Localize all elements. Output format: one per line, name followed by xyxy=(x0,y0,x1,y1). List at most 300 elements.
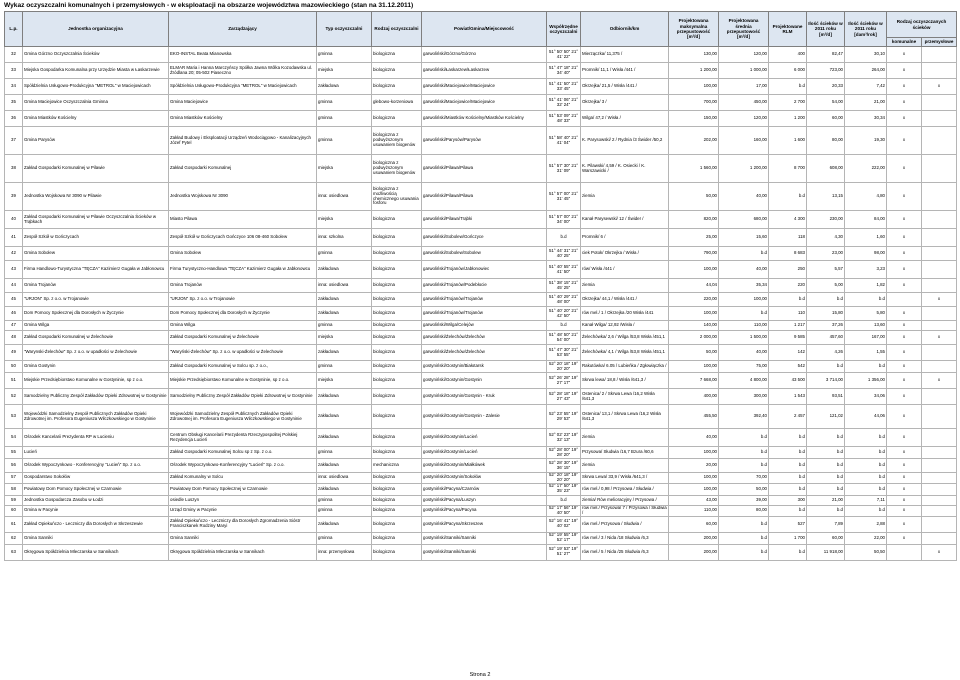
header-zarzadzajacy: Zarządzający xyxy=(169,12,317,47)
row-przemyslowe xyxy=(922,532,957,544)
row-odbiornik: K. Pilawski/ 4,59 / K. Osiecki / K. Warszawicki / xyxy=(581,155,669,183)
row-proj-max: 220,00 xyxy=(669,293,719,307)
row-wspolrzedne: 52° 23' 55" 19° 29' 53" xyxy=(547,405,581,429)
row-powiat: gostyniński/Gostynin/Białotarsk xyxy=(422,361,547,373)
row-typ: inna: przemysłowa xyxy=(317,544,372,560)
row-proj-sr: 35,34 xyxy=(719,279,769,293)
table-row xyxy=(5,405,957,429)
row-powiat: gostyniński/Gostynin/Gostynin - Kruk xyxy=(422,389,547,405)
row-scieki: 3 714,00 xyxy=(807,373,845,389)
row-jednostka: Samodzielny Publiczny Zespół Zakładów Opieki Zdrowotnej w Gostyninie xyxy=(23,389,169,405)
row-scieki-dam: 13,60 xyxy=(845,321,887,331)
row-komunalne: x xyxy=(887,331,922,345)
row-przemyslowe xyxy=(922,495,957,505)
row-przemyslowe xyxy=(922,211,957,229)
row-odbiornik: ciek Potok/ Okrzejka / Wisła / xyxy=(581,247,669,261)
row-powiat: gostyniński/Sanniki/Sanniki xyxy=(422,532,547,544)
table-row xyxy=(5,229,957,247)
row-proj-max: 43,00 xyxy=(669,495,719,505)
row-lp: 46 xyxy=(5,307,23,321)
row-proj-sr: 70,00 xyxy=(719,473,769,484)
row-zarzadzajacy: Wojewódzki Samodzielny Zespół Publicznych Zakładów Opieki Zdrowotnej im. Profesora Eugeniusza Wilczkowskiego w Gostyninie xyxy=(169,405,317,429)
row-proj-sr: 680,00 xyxy=(719,211,769,229)
row-przemyslowe xyxy=(922,516,957,532)
row-scieki-dam: 7,42 xyxy=(845,79,887,95)
row-scieki-dam: 50,50 xyxy=(845,544,887,560)
row-typ: inna: osiedlowa xyxy=(317,183,372,211)
row-wspolrzedne: 51° 40' 29" 21° 48' 00" xyxy=(547,293,581,307)
table-row xyxy=(5,345,957,361)
table-row xyxy=(5,331,957,345)
row-lp: 63 xyxy=(5,544,23,560)
row-jednostka: Miejskie Przedsiębiorstwo Komunalne w Gostyninie, sp z o.o. xyxy=(23,373,169,389)
row-zarzadzajacy: "URJON" Sp. z o.o. w Trojanowie xyxy=(169,293,317,307)
row-lp: 44 xyxy=(5,279,23,293)
row-jednostka: Zakład Gospodarki Komunalnej w Pilawie Oczyszczalnia Ścieków w Trąbkach xyxy=(23,211,169,229)
row-powiat: garwoliński/Żelechów/Żelechów xyxy=(422,345,547,361)
row-wspolrzedne: b.d xyxy=(547,229,581,247)
row-powiat: gostyniński/Gostynin/Gostynin - Zalesie xyxy=(422,405,547,429)
row-rodzaj: biologiczna xyxy=(372,345,422,361)
row-rodzaj: biologiczna xyxy=(372,261,422,279)
row-proj-sr: 450,00 xyxy=(719,95,769,111)
row-proj-max: 202,00 xyxy=(669,127,719,155)
row-typ: zakładowa xyxy=(317,459,372,473)
row-scieki: 93,51 xyxy=(807,389,845,405)
row-scieki-dam: 34,06 xyxy=(845,389,887,405)
row-jednostka: Gmina Wilga xyxy=(23,321,169,331)
row-typ: miejska xyxy=(317,63,372,79)
row-zarzadzajacy: "Waryński-Żelechów" Sp. z o.o. w upadłości w Żelechowie xyxy=(169,345,317,361)
row-proj-sr: 4 800,00 xyxy=(719,373,769,389)
row-przemyslowe xyxy=(922,307,957,321)
row-rodzaj: biologiczna xyxy=(372,63,422,79)
row-rlm: 300 xyxy=(769,495,807,505)
row-zarzadzajacy: Gmina Trojanów xyxy=(169,279,317,293)
row-odbiornik: ziemia/ Rów melioracyjny / Przysowa / xyxy=(581,495,669,505)
row-proj-max: 100,00 xyxy=(669,361,719,373)
row-zarzadzajacy: osiedle Luszyn xyxy=(169,495,317,505)
row-proj-max: 130,00 xyxy=(669,47,719,63)
row-rodzaj: glebowo-korzeniowa xyxy=(372,95,422,111)
row-jednostka: Gmina Miastków Kościelny xyxy=(23,111,169,127)
row-rodzaj: biologiczna xyxy=(372,229,422,247)
row-powiat: garwoliński/Żelechów/Żelechów xyxy=(422,331,547,345)
row-zarzadzajacy: ELMAR Maria i Hanna Marczyńscy Spółka Jawna Wólka Kozodawska ul. Źródlana 20; 05-502 Piaseczno xyxy=(169,63,317,79)
row-wspolrzedne: 51° 57' 00" 21° 31' 45" xyxy=(547,183,581,211)
row-zarzadzajacy: Spółdzielnia Usługowo-Produkcyjna "METROL" w Maciejowicach xyxy=(169,79,317,95)
row-lp: 32 xyxy=(5,47,23,63)
row-proj-sr: 300,00 xyxy=(719,389,769,405)
row-zarzadzajacy: Powiatowy Dom Pomocy Społecznej w Czarnowie xyxy=(169,483,317,495)
row-scieki-dam: 30,34 xyxy=(845,111,887,127)
row-odbiornik: Kanał Wilga/ 12,92 /Wisła / xyxy=(581,321,669,331)
row-przemyslowe xyxy=(922,389,957,405)
row-scieki-dam: 1,82 xyxy=(845,279,887,293)
header-przemyslowe: przemysłowe xyxy=(922,38,957,47)
row-scieki: 230,00 xyxy=(807,211,845,229)
row-scieki-dam: 7,11 xyxy=(845,495,887,505)
row-typ: zakładowa xyxy=(317,261,372,279)
row-typ: zakładowa xyxy=(317,405,372,429)
row-rlm: 118 xyxy=(769,229,807,247)
row-przemyslowe xyxy=(922,155,957,183)
row-rlm: b.d xyxy=(769,447,807,459)
row-rodzaj: biologiczna xyxy=(372,544,422,560)
row-odbiornik: Mierzączka/ 11,375 / xyxy=(581,47,669,63)
table-row xyxy=(5,373,957,389)
row-rlm: 1 700 xyxy=(769,532,807,544)
row-jednostka: Gmina Parysów xyxy=(23,127,169,155)
table-row xyxy=(5,495,957,505)
row-przemyslowe xyxy=(922,229,957,247)
row-typ: gminna xyxy=(317,495,372,505)
row-jednostka: Gmina Sanniki xyxy=(23,532,169,544)
row-typ: inna: osiedlowa xyxy=(317,279,372,293)
row-typ: zakładowa xyxy=(317,429,372,447)
row-typ: gminna xyxy=(317,111,372,127)
row-scieki-dam: 44,06 xyxy=(845,405,887,429)
row-rodzaj: biologiczna xyxy=(372,405,422,429)
row-komunalne: x xyxy=(887,279,922,293)
row-rodzaj: biologiczna xyxy=(372,79,422,95)
row-odbiornik: rów mel./ 0,98 / Przysowa / Słudwia / xyxy=(581,483,669,495)
row-wspolrzedne: b.d xyxy=(547,495,581,505)
row-proj-max: 1 200,00 xyxy=(669,63,719,79)
row-zarzadzajacy: EKO-INSTAL Beata Mianowska xyxy=(169,47,317,63)
row-jednostka: Okręgowa Spółdzielnia Mleczarska w Sannikach xyxy=(23,544,169,560)
row-zarzadzajacy: Zakład Opiekuńczo - Leczniczy dla Dorosłych Zgromadzenia Sióstr Franciszkanek Rodziny Maryi xyxy=(169,516,317,532)
row-komunalne: x xyxy=(887,405,922,429)
table-row xyxy=(5,111,957,127)
row-rlm: b.d xyxy=(769,473,807,484)
row-proj-sr: b.d xyxy=(719,544,769,560)
row-scieki: 23,00 xyxy=(807,247,845,261)
row-scieki-dam: 264,00 xyxy=(845,63,887,79)
row-wspolrzedne: 51° 47' 18" 21° 34' 40" xyxy=(547,63,581,79)
row-zarzadzajacy: Centrum Obsługi Kancelarii Prezydenta Rzeczypospolitej Polskiej Rezydencja Lucień xyxy=(169,429,317,447)
table-row xyxy=(5,183,957,211)
row-przemyslowe xyxy=(922,47,957,63)
row-proj-max: 100,00 xyxy=(669,447,719,459)
row-rodzaj: mechaniczna xyxy=(372,459,422,473)
row-rodzaj: biologiczna xyxy=(372,111,422,127)
register-table xyxy=(4,11,957,561)
row-rlm: 220 xyxy=(769,279,807,293)
row-scieki-dam: 30,10 xyxy=(845,47,887,63)
row-odbiornik: rów mel./ 3 / Nida /18 Słudwia /6,3 xyxy=(581,532,669,544)
row-przemyslowe xyxy=(922,447,957,459)
row-przemyslowe xyxy=(922,345,957,361)
row-wspolrzedne: 52° 02' 23" 19° 32' 13" xyxy=(547,429,581,447)
row-jednostka: Lucień xyxy=(23,447,169,459)
row-zarzadzajacy: Miasto Pilawa xyxy=(169,211,317,229)
row-odbiornik: Kanał Parysewski/ 12 / Świder / xyxy=(581,211,669,229)
row-rodzaj: biologiczna xyxy=(372,389,422,405)
row-przemyslowe xyxy=(922,321,957,331)
row-proj-max: 50,00 xyxy=(669,345,719,361)
row-zarzadzajacy: Gmina Wilga xyxy=(169,321,317,331)
row-scieki-dam: 21,00 xyxy=(845,95,887,111)
row-scieki: b.d xyxy=(807,361,845,373)
row-proj-sr: b.d xyxy=(719,532,769,544)
row-typ: zakładowa xyxy=(317,307,372,321)
row-typ: miejska xyxy=(317,331,372,345)
row-scieki: 13,15 xyxy=(807,183,845,211)
row-rlm: 142 xyxy=(769,345,807,361)
table-row xyxy=(5,473,957,484)
row-typ: miejska xyxy=(317,373,372,389)
row-proj-sr: 120,00 xyxy=(719,47,769,63)
row-scieki: b.d xyxy=(807,459,845,473)
row-wspolrzedne: 51° 57' 00" 21° 34' 00" xyxy=(547,211,581,229)
row-odbiornik: rów mel./ Przysowa/ 7 / Przysowa / Słudwia / xyxy=(582,505,667,515)
row-wspolrzedne: 52° 20' 18" 19° 20' 20" xyxy=(547,473,581,484)
row-proj-sr: b.d xyxy=(719,516,769,532)
row-zarzadzajacy: Gmina Maciejowice xyxy=(169,95,317,111)
header-typ: Typ oczyszczalni xyxy=(317,12,372,47)
row-jednostka: Spółdzielnia Usługowo-Produkcyjna "METROL" w Maciejowicach xyxy=(23,79,169,95)
row-przemyslowe xyxy=(922,429,957,447)
row-proj-max: 820,00 xyxy=(669,211,719,229)
row-wspolrzedne: 52° 19' 53" 19° 51' 27" xyxy=(547,544,581,560)
row-odbiornik: rów/ Wisła /441 / xyxy=(581,261,669,279)
row-proj-sr: 1 000,00 xyxy=(719,63,769,79)
row-lp: 58 xyxy=(5,483,23,495)
table-row xyxy=(5,79,957,95)
row-lp: 47 xyxy=(5,321,23,331)
row-proj-sr: 120,00 xyxy=(719,111,769,127)
row-komunalne: x xyxy=(887,389,922,405)
row-scieki-dam: b.d xyxy=(845,447,887,459)
row-proj-max: 7 668,00 xyxy=(669,373,719,389)
row-rlm: 1 600 xyxy=(769,127,807,155)
row-rlm: 1 543 xyxy=(769,389,807,405)
row-typ: gminna xyxy=(317,361,372,373)
row-rodzaj: biologiczna xyxy=(372,361,422,373)
table-row xyxy=(5,516,957,532)
row-proj-sr: b.d xyxy=(719,429,769,447)
table-row xyxy=(5,532,957,544)
row-rodzaj: biologiczna xyxy=(372,505,422,516)
row-proj-max: 100,00 xyxy=(669,79,719,95)
row-przemyslowe: x xyxy=(922,373,957,389)
row-powiat: garwoliński/Sobolew/Gończyce xyxy=(422,229,547,247)
row-lp: 35 xyxy=(5,95,23,111)
row-komunalne: x xyxy=(887,307,922,321)
row-rodzaj: biologiczna z podwyższonym usuwaniem biogenów xyxy=(372,155,422,183)
row-powiat: gostyniński/Pacyna/Skrzeszew xyxy=(422,516,547,532)
page-number: Strona 2 xyxy=(469,672,491,678)
row-scieki-dam: 5,80 xyxy=(845,307,887,321)
row-lp: 40 xyxy=(5,211,23,229)
header-rodzaj-sciekow: Rodzaj oczyszczanych ścieków xyxy=(887,12,957,38)
row-rodzaj: biologiczna xyxy=(372,495,422,505)
row-scieki-dam: 1,55 xyxy=(845,345,887,361)
row-proj-sr: b.d xyxy=(719,247,769,261)
row-scieki: 37,26 xyxy=(807,321,845,331)
row-powiat: gostyniński/Sanniki/Sanniki xyxy=(422,544,547,560)
table-row xyxy=(5,447,957,459)
row-lp: 42 xyxy=(5,247,23,261)
row-przemyslowe xyxy=(922,405,957,429)
row-rodzaj: biologiczna xyxy=(372,211,422,229)
table-row xyxy=(5,127,957,155)
row-scieki: 121,02 xyxy=(807,405,845,429)
row-przemyslowe xyxy=(922,247,957,261)
row-wspolrzedne: 52° 16' 41" 19° 40' 02" xyxy=(547,516,581,532)
row-scieki-dam: 167,00 xyxy=(845,331,887,345)
row-odbiornik: K. Parysowski/ 2 / Rydnia /3 Świder /50,2 xyxy=(581,127,669,155)
row-komunalne: x xyxy=(887,345,922,361)
row-komunalne: x xyxy=(887,155,922,183)
row-powiat: garwoliński/Pilawa/Pilawa xyxy=(422,155,547,183)
row-komunalne: x xyxy=(887,516,922,532)
row-wspolrzedne: 52° 28' 18" 19° 27' 43" xyxy=(547,389,581,405)
row-odbiornik: Promnik/ 6 / xyxy=(581,229,669,247)
row-przemyslowe xyxy=(922,127,957,155)
row-typ: gminna xyxy=(317,505,372,516)
row-typ: zakładowa xyxy=(317,293,372,307)
row-lp: 50 xyxy=(5,361,23,373)
row-typ: gminna xyxy=(317,247,372,261)
row-scieki-dam: b.d xyxy=(845,361,887,373)
row-rlm: 1 200 xyxy=(769,111,807,127)
row-jednostka: Jednostka Gospodarcza Zasobu w Łodzi xyxy=(23,495,169,505)
row-rlm: 6 000 xyxy=(769,63,807,79)
row-scieki: 4,30 xyxy=(807,229,845,247)
row-scieki: 80,00 xyxy=(807,127,845,155)
row-lp: 59 xyxy=(5,495,23,505)
row-typ: gminna xyxy=(317,47,372,63)
row-lp: 57 xyxy=(5,473,23,484)
row-jednostka: Gospodarstwo Sokołów xyxy=(23,473,169,484)
row-wspolrzedne: 52° 28' 00" 19° 28' 20" xyxy=(547,447,581,459)
row-odbiornik: rów mel./ 5 / Nida /25 Słudwia /6,3 xyxy=(581,544,669,560)
row-wspolrzedne: 51° 48' 50" 21° 54' 00" xyxy=(547,331,581,345)
row-odbiornik: ziemia xyxy=(581,279,669,293)
row-powiat: garwoliński/Wilga/Celejów xyxy=(422,321,547,331)
row-proj-sr: 100,00 xyxy=(719,293,769,307)
row-powiat: garwoliński/Pilawa/Pilawa xyxy=(422,183,547,211)
row-typ: inna: szkolna xyxy=(317,229,372,247)
row-lp: 41 xyxy=(5,229,23,247)
row-przemyslowe xyxy=(922,361,957,373)
row-lp: 39 xyxy=(5,183,23,211)
row-rlm: b.d xyxy=(769,505,807,516)
row-przemyslowe xyxy=(922,183,957,211)
row-zarzadzajacy: Zespół Szkół w Gończycach Gończyce 106 08-460 Sobolew xyxy=(169,229,317,247)
row-rlm: 250 xyxy=(769,261,807,279)
row-komunalne: x xyxy=(887,483,922,495)
row-scieki-dam: b.d xyxy=(845,293,887,307)
row-typ: miejska xyxy=(317,155,372,183)
row-proj-max: 100,00 xyxy=(669,261,719,279)
header-jednostka: Jednostka organizacyjna xyxy=(23,12,169,47)
row-typ: gminna xyxy=(317,447,372,459)
row-jednostka: "Warynski-Żelechów" Sp. z o.o. w upadłości w Żelechowie xyxy=(23,345,169,361)
row-scieki: 4,26 xyxy=(807,345,845,361)
row-proj-max: 150,00 xyxy=(669,111,719,127)
row-odbiornik: Okrzejka/ 44,1 / Wisła /441 / xyxy=(581,293,669,307)
row-odbiornik: Okrzejka/ 3 / xyxy=(581,95,669,111)
row-scieki: b.d xyxy=(807,429,845,447)
row-rodzaj: biologiczna xyxy=(372,532,422,544)
register-body xyxy=(5,47,957,561)
row-proj-sr: 160,00 xyxy=(719,127,769,155)
row-typ: gminna xyxy=(317,321,372,331)
row-jednostka: Powiatowy Dom Pomocy Społecznej w Czarnowie xyxy=(23,483,169,495)
row-proj-max: 400,00 xyxy=(669,389,719,405)
row-proj-max: 44,04 xyxy=(669,279,719,293)
table-row xyxy=(5,279,957,293)
row-rodzaj: biologiczna z podwyższonym usuwaniem biogenów xyxy=(372,127,422,155)
row-wspolrzedne: 51° 44' 31" 21° 40' 25" xyxy=(547,247,581,261)
row-jednostka: Zakład Gospodarki Komunalnej w Pilawie xyxy=(23,155,169,183)
row-przemyslowe xyxy=(922,473,957,484)
row-lp: 33 xyxy=(5,63,23,79)
row-proj-sr: 40,00 xyxy=(719,183,769,211)
row-rodzaj: biologiczna xyxy=(372,483,422,495)
row-komunalne: x xyxy=(887,495,922,505)
header-wspolrzedne: Współrzędne oczyszczalni xyxy=(547,12,581,47)
row-proj-max: 25,00 xyxy=(669,229,719,247)
row-zarzadzajacy: Zakład Gospodarki Komunalnej w Żelechowie xyxy=(169,331,317,345)
row-typ: gminna xyxy=(317,532,372,544)
row-scieki: 457,60 xyxy=(807,331,845,345)
row-przemyslowe xyxy=(922,63,957,79)
row-rodzaj: biologiczna xyxy=(372,516,422,532)
row-komunalne: x xyxy=(887,261,922,279)
row-rlm: 400 xyxy=(769,47,807,63)
row-proj-sr: 40,00 xyxy=(719,261,769,279)
row-zarzadzajacy: Zakład Gospodarki Komunalnej xyxy=(169,155,317,183)
row-scieki: 15,80 xyxy=(807,307,845,321)
row-lp: 62 xyxy=(5,532,23,544)
row-proj-max: 455,50 xyxy=(669,405,719,429)
header-odbiornik: Odbiornik/km xyxy=(581,12,669,47)
row-rlm: 542 xyxy=(769,361,807,373)
row-wspolrzedne: 52° 28' 30" 19° 36' 15" xyxy=(547,459,581,473)
row-wspolrzedne: 51° 41' 50" 21° 33' 45" xyxy=(547,79,581,95)
row-wspolrzedne: b.d xyxy=(547,321,581,331)
row-typ: zakładowa xyxy=(317,345,372,361)
row-scieki-dam: 22,00 xyxy=(845,532,887,544)
row-scieki-dam: b.d xyxy=(845,483,887,495)
row-scieki-dam: b.d xyxy=(845,505,887,516)
row-komunalne: x xyxy=(887,229,922,247)
row-komunalne: x xyxy=(887,473,922,484)
row-rlm: 8 683 xyxy=(769,247,807,261)
row-lp: 60 xyxy=(5,505,23,516)
row-komunalne xyxy=(887,293,922,307)
row-lp: 48 xyxy=(5,331,23,345)
row-rlm: 2 700 xyxy=(769,95,807,111)
row-komunalne: x xyxy=(887,247,922,261)
row-jednostka: Gmina Trojanów xyxy=(23,279,169,293)
row-jednostka: Ośrodek Kancelarii Prezydenta RP w Lucieniu xyxy=(23,429,169,447)
row-typ: zakładowa xyxy=(317,79,372,95)
table-row xyxy=(5,63,957,79)
row-proj-sr: 1 500,00 xyxy=(719,331,769,345)
row-jednostka: Firma Handlowo-Turystyczna "TĘCZA" Kazimierz Gugała w Jabłonowcu xyxy=(23,261,169,279)
row-scieki: 60,00 xyxy=(807,532,845,544)
row-scieki: 11 918,00 xyxy=(807,544,845,560)
row-proj-max: 790,00 xyxy=(669,247,719,261)
row-jednostka: Zakład Gospodarki Komunalnej w Żelechowie xyxy=(23,331,169,345)
row-rlm: 4 300 xyxy=(769,211,807,229)
row-komunalne: x xyxy=(887,459,922,473)
